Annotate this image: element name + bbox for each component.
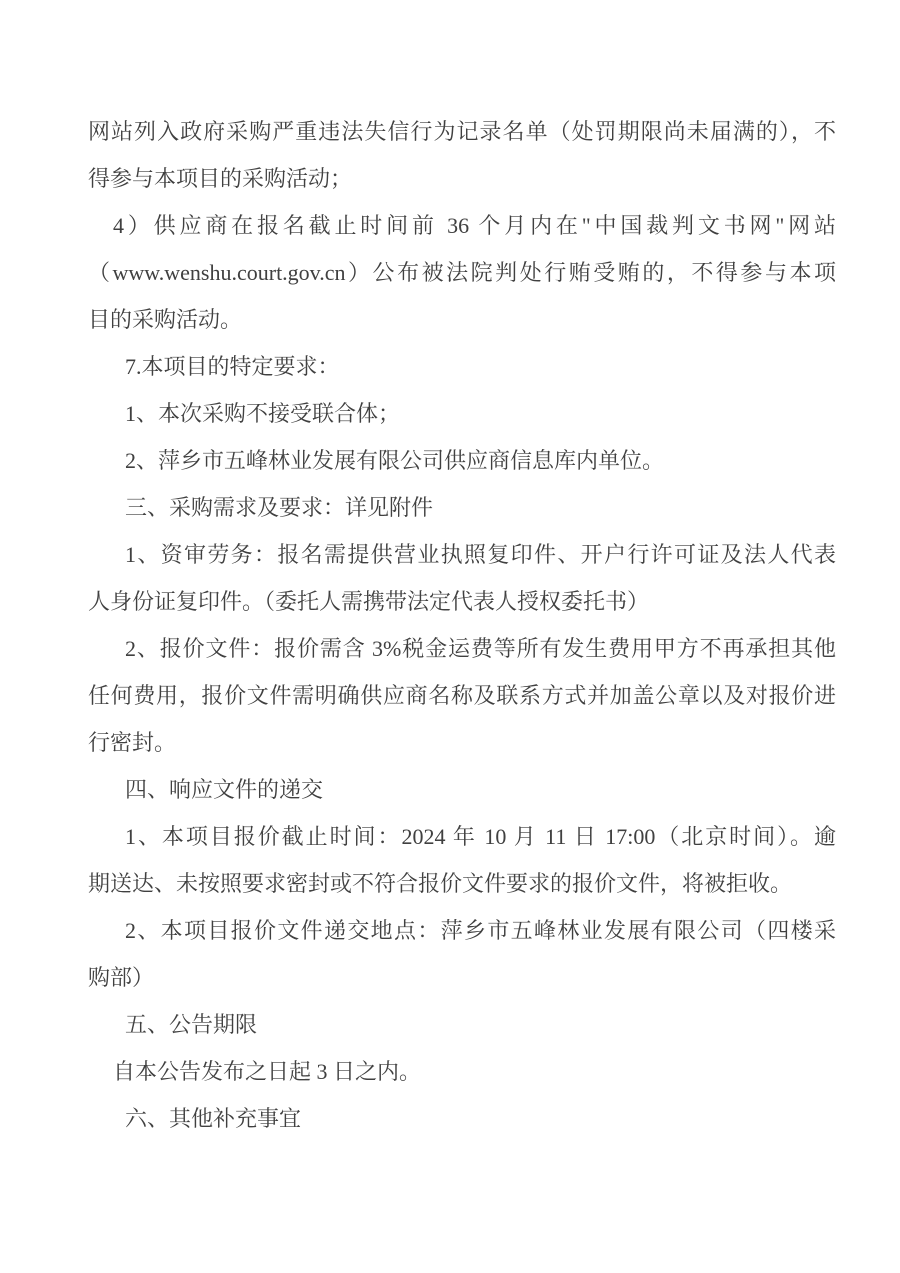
doc-line-6: 7.本项目的特定要求：	[125, 354, 340, 379]
doc-line-22: 六、其他补充事宜	[125, 1106, 302, 1131]
doc-line-12: 2、报价文件：报价需含 3%税金运费等所有发生费用甲方不再承担其他	[125, 636, 836, 661]
doc-line-20: 五、公告期限	[125, 1012, 258, 1037]
doc-line-7: 1、本次采购不接受联合体；	[125, 401, 401, 426]
doc-line-13: 任何费用，报价文件需明确供应商名称及联系方式并加盖公章以及对报价进	[88, 683, 836, 708]
doc-line-4: （www.wenshu.court.gov.cn）公布被法院判处行贿受贿的，不得参与本项	[88, 260, 836, 285]
doc-line-18: 2、本项目报价文件递交地点：萍乡市五峰林业发展有限公司（四楼采	[125, 918, 836, 943]
document-text-block	[88, 108, 836, 1142]
doc-line-21: 自本公告发布之日起 3 日之内。	[113, 1059, 422, 1084]
doc-line-5: 目的采购活动。	[88, 307, 243, 332]
doc-line-10: 1、资审劳务：报名需提供营业执照复印件、开户行许可证及法人代表	[125, 542, 836, 567]
doc-line-3: 4）供应商在报名截止时间前 36 个月内在"中国裁判文书网"网站	[113, 213, 836, 238]
doc-line-1: 网站列入政府采购严重违法失信行为记录名单（处罚期限尚未届满的），不	[88, 119, 836, 144]
doc-line-14: 行密封。	[88, 730, 177, 755]
doc-line-17: 期送达、未按照要求密封或不符合报价文件要求的报价文件，将被拒收。	[88, 871, 793, 896]
doc-line-8: 2、萍乡市五峰林业发展有限公司供应商信息库内单位。	[125, 448, 665, 473]
doc-line-15: 四、响应文件的递交	[125, 777, 324, 802]
doc-line-19: 购部）	[88, 965, 155, 990]
doc-line-2: 得参与本项目的采购活动；	[88, 166, 353, 191]
doc-line-11: 人身份证复印件。（委托人需携带法定代表人授权委托书）	[88, 589, 650, 614]
doc-line-16: 1、本项目报价截止时间：2024 年 10 月 11 日 17:00（北京时间）。逾	[125, 824, 836, 849]
doc-line-9: 三、采购需求及要求：详见附件	[125, 495, 434, 520]
